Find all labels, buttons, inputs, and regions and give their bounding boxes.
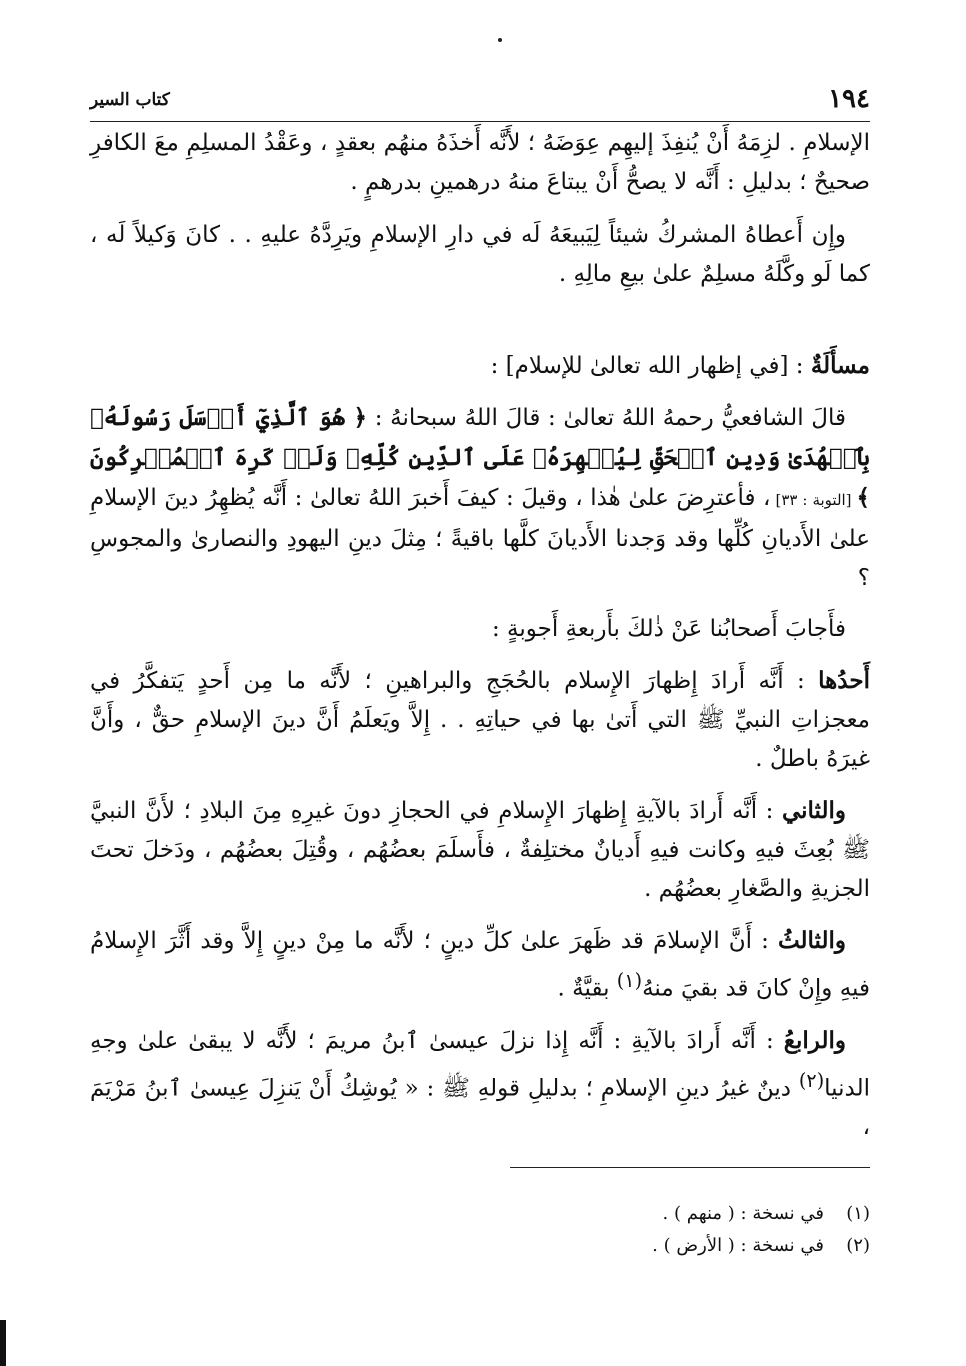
footnotes (90, 1198, 870, 1262)
issue-title: : [في إظهار الله تعالىٰ للإسلام] : (490, 353, 811, 379)
footnote-item (90, 1230, 870, 1262)
issue-heading (90, 346, 870, 386)
page-number: ١٩٤ (828, 84, 870, 114)
verse-citation: [التوبة : ٣٣] (770, 491, 857, 509)
answer-second: والثاني : أَنَّه أَرادَ بالآيةِ إِظهارَ الإِسلامِ في الحجازِ دونَ غيرِهِ مِنَ البلادِ ؛ لأَنَّ النبيَّ ﷺ بُعِثَ فيهِ وكانت فيهِ أَديانٌ مختلِفةٌ ، فأَسلَمَ بعضُهُم ، وقُتِلَ بعضُهُم ، ودَخلَ تحتَ الجزيةِ والصَّغارِ بعضُهُم . (90, 797, 870, 902)
page-header (90, 84, 870, 118)
footnote-number: (٢) (846, 1235, 870, 1256)
footnote-text: في نسخة : ( منهم ) . (662, 1203, 824, 1224)
footnote-rule (510, 1167, 870, 1168)
scan-edge-mark (0, 1320, 6, 1366)
answer-third: والثالثُ : أَنَّ الإسلامَ قد ظَهرَ علىٰ كلِّ دينٍ ؛ لأَنَّه ما مِنْ دينٍ إِلاَّ وقد أَثَّرَ الإِسلامُ فيهِ وإِنْ كانَ قد بقيَ منهُ$^{(١)}$ بقيَّةٌ . (90, 927, 870, 1002)
paragraph-agent-sale: وإِن أَعطاهُ المشركُ شيئاً لِيَبيعَهُ لَه في دارِ الإسلامِ ويَرِدَّهُ عليهِ . . كانَ وَكيلاً لَه ، كما لَو وكَّلَهُ مسلِمٌ علىٰ بيعِ مالِهِ . (90, 222, 870, 287)
stray-dot-mark (498, 38, 502, 42)
footnote-text: في نسخة : ( الأرض ) . (652, 1235, 824, 1256)
footnote-item (90, 1198, 870, 1230)
footnote-number: (١) (846, 1203, 870, 1224)
paragraph-continuation: الإسلامِ . لزِمَهُ أَنْ يُنفِذَ إليهِم عِوَضَهُ ؛ لأَنَّه أَخذَهُ منهُم بعقدٍ ، وعَقْدُ المسلِمِ معَ الكافرِ صحيحٌ ؛ بدليلِ : أَنَّه لا يصحُّ أَنْ يبتاعَ منهُ درهمينِ بدرهمٍ . (90, 130, 870, 195)
answer-second-label: والثاني (781, 797, 846, 824)
main-text (90, 124, 870, 1159)
header-rule (90, 121, 870, 122)
paragraph-four-answers: فأَجابَ أَصحابُنا عَنْ ذٰلكَ بأَربعةِ أَجوبةٍ : (491, 616, 846, 642)
answer-fourth: والرابعُ : أَنَّه أَرادَ بالآيةِ : أَنَّه إِذا نزلَ عيسىٰ ٱبنُ مريمَ ؛ لأَنَّه لا يبقىٰ علىٰ وجهِ الدنيا$^{(٢)}$ دينٌ غيرُ دينِ الإسلامِ ؛ بدليلِ قولهِ ﷺ : « يُوشِكُ أَنْ يَنزِلَ عِيسىٰ ٱبنُ مَرْيَمَ ، (90, 1026, 870, 1141)
answer-first-label: أَحدُها (818, 667, 870, 694)
paragraph-shafii-quote: قالَ الشافعيُّ رحمهُ اللهُ تعالىٰ : قالَ اللهُ سبحانهُ : ﴿ هُوَ ٱلَّذِيٓ أَرۡسَلَ رَسُولَهُۥ بِٱلۡهُدَىٰ وَدِينِ ٱلۡحَقِّ لِيُظۡهِرَهُۥ عَلَى ٱلدِّينِ كُلِّهِۦ وَلَوۡ كَرِهَ ٱلۡمُشۡرِكُونَ ﴾ [التوبة : ٣٣] ، فأعترِضَ علىٰ هٰذا ، وقيلَ : كيفَ أَخبرَ اللهُ تعالىٰ : أَنَّه يُظهِرُ دينَ الإسلامِ علىٰ الأَديانِ كُلِّها وقد وَجدنا الأَديانَ كلَّها باقيةً ؛ مِثلَ دينِ اليهودِ والنصارىٰ والمجوسِ ؟ (90, 404, 870, 591)
footnote-ref-2: (٢) (798, 1068, 825, 1092)
issue-label: مسأَلَةٌ (810, 352, 870, 379)
footnote-ref-1: (١) (616, 969, 643, 992)
quran-verse: ﴿ هُوَ ٱلَّذِيٓ أَرۡسَلَ رَسُولَهُۥ بِٱلۡهُدَىٰ وَدِينِ ٱلۡحَقِّ لِيُظۡهِرَهُۥ عَلَى ٱلدِّينِ كُلِّهِۦ وَلَوۡ كَرِهَ ٱلۡمُشۡرِكُونَ ﴾ (90, 404, 870, 511)
answer-fourth-label: والرابعُ (783, 1026, 846, 1054)
answer-first: أَحدُها : أَنَّه أَرادَ إِظهارَ الإِسلام بالحُجَجِ والبراهينِ ؛ لأَنَّه ما مِن أَحدٍ يَتفكَّرُ في معجزاتِ النبيِّ ﷺ التي أَتىٰ بها في حياتِهِ . . إِلاَّ ويَعلَمُ أَنَّ دينَ الإسلامِ حقٌّ ، وأَنَّ غيرَهُ باطلٌ . (90, 667, 870, 772)
answer-third-label: والثالثُ (777, 927, 846, 954)
running-title: كتاب السير (90, 90, 170, 110)
